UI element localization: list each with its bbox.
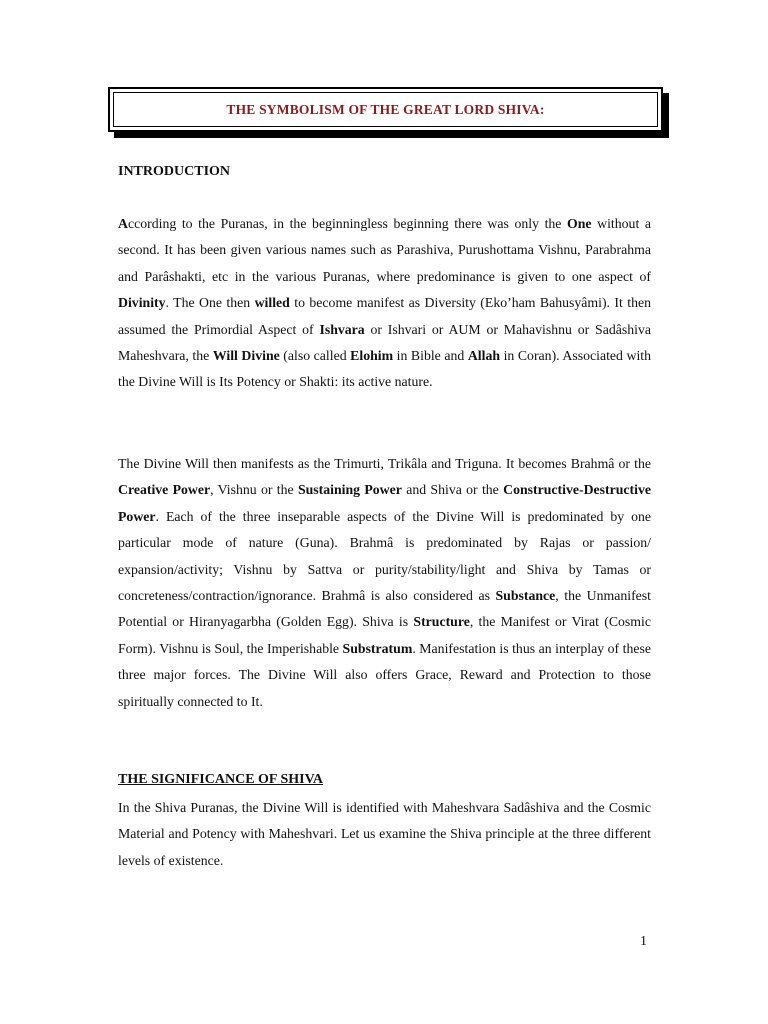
text-run: , the Manifest or Virat (Cosmic Form). Vishnu is Soul, the Imperishable [118, 614, 651, 656]
text-run: without a second. It has been given various names such as Parashiva, Purushottama Vishnu, Parabrahma and Parâshakti, etc in the various Puranas, where predominance is given to one aspect of [118, 216, 651, 284]
text-run: (also called [279, 348, 351, 364]
text-run: and Shiva or the [401, 482, 504, 498]
bold-term: Sustaining Power [297, 482, 402, 498]
bold-term: Elohim [350, 348, 394, 364]
title-box [108, 87, 663, 132]
text-run: to become manifest as Diversity (Eko’ham Bahusyâmi). It then assumed the Primordial Aspect of [118, 295, 652, 337]
text-run: or Ishvari or AUM or Mahavishnu or Sadâshiva Maheshvara, the [118, 321, 651, 364]
bold-term: willed [254, 295, 290, 311]
text-run: , the Unmanifest Potential or Hiranyagarbha (Golden Egg). Shiva is [118, 588, 651, 630]
bold-term: Substance [495, 588, 556, 604]
introduction-heading: INTRODUCTION [118, 164, 231, 179]
bold-term: Structure [413, 614, 470, 630]
bold-term: Substratum [342, 640, 413, 656]
text-run: ccording to the Puranas, in the beginningless beginning there was only the [127, 216, 568, 231]
bold-term: Constructive-Destructive Power [118, 482, 651, 524]
page-number: 1 [640, 934, 647, 949]
bold-term: A [118, 216, 128, 231]
bold-term: Divinity [118, 295, 166, 311]
paragraph-divine-will [118, 451, 651, 715]
text-run: The Divine Will then manifests as the Trimurti, Trikâla and Triguna. It becomes Brahmâ or the [118, 456, 651, 471]
bold-term: One [567, 216, 592, 231]
text-run: , Vishnu or the [210, 482, 298, 498]
bold-term: Allah [467, 348, 501, 364]
text-run: in Coran). Associated with the Divine Will is Its Potency or Shakti: its active nature. [118, 348, 652, 390]
significance-heading: THE SIGNIFICANCE OF SHIVA [118, 772, 323, 787]
bold-term: Ishvara [319, 321, 365, 337]
text-run: . The One then [165, 295, 255, 311]
text-run: . Manifestation is thus an interplay of these three major forces. The Divine Will also offers Grace, Reward and Protection to those spiritually connected to It. [118, 640, 651, 709]
bold-term: Creative Power [118, 482, 211, 498]
title-box-inner-border [113, 92, 658, 127]
bold-term: Will Divine [212, 348, 280, 364]
paragraph-significance [118, 795, 651, 874]
text-run: in Bible and [393, 348, 468, 364]
text-run: In the Shiva Puranas, the Divine Will is identified with Maheshvara Sadâshiva and the Cosmic Material and Potency with Maheshvari. Let us examine the Shiva principle at the three different levels of existence. [118, 800, 651, 868]
text-run: . Each of the three inseparable aspects of the Divine Will is predominated by one particular mode of nature (Guna). Brahmâ is predominated by Rajas or passion/ expansion/activity; Vishnu by Sattva or purity/stability/light and Shiva by Tamas or concreteness/contraction/ignorance. Brahmâ is also considered as [118, 508, 651, 604]
paragraph-introduction [118, 211, 651, 396]
document-title: THE SYMBOLISM OF THE GREAT LORD SHIVA: [226, 101, 545, 117]
